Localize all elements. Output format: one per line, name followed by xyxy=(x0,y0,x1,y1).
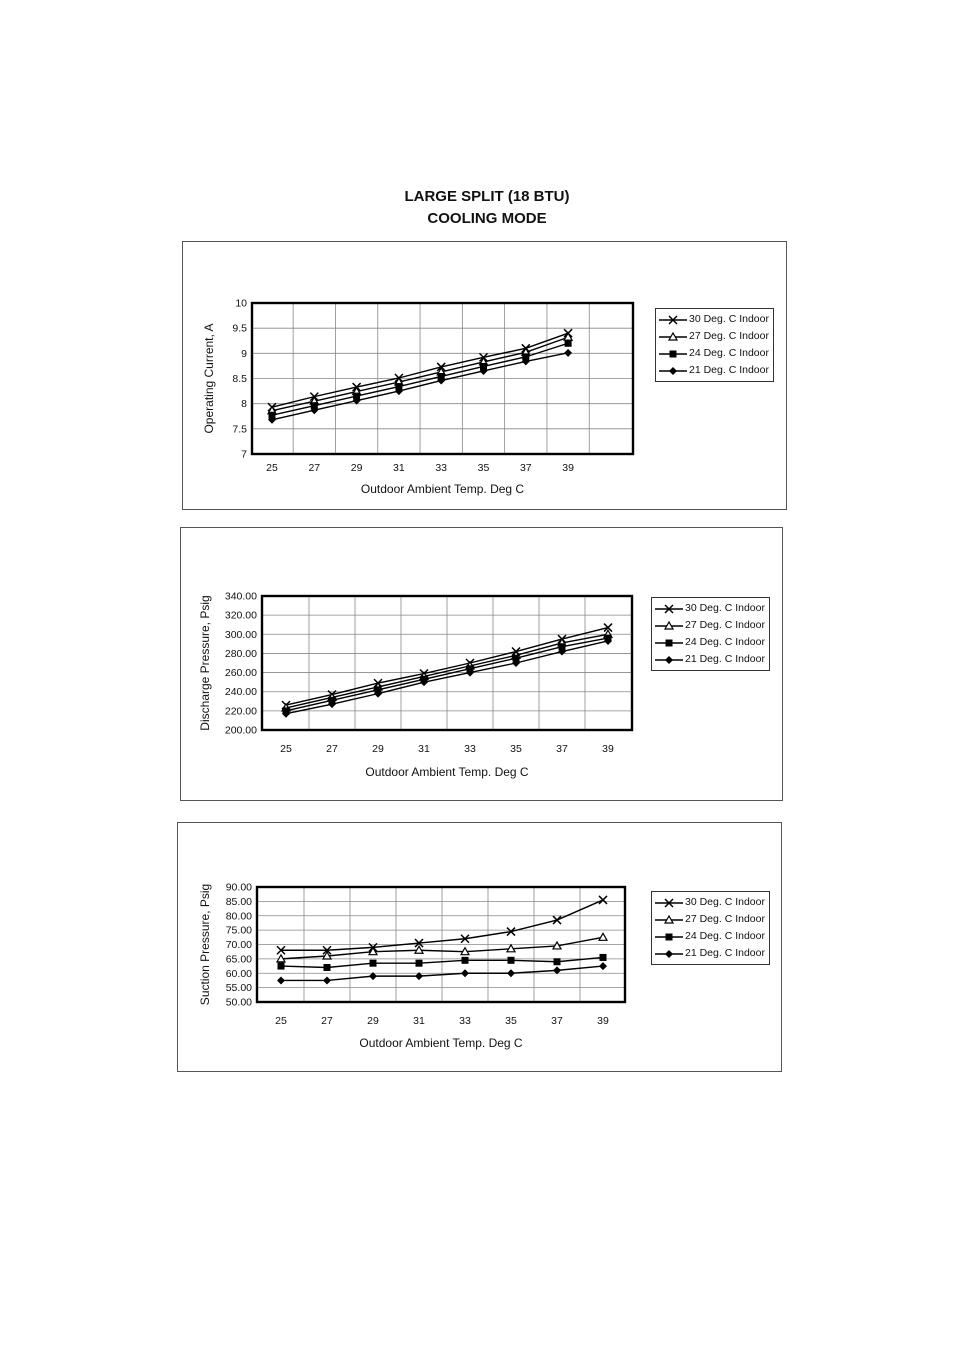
discharge-pressure-y-axis-title: Discharge Pressure, Psig xyxy=(198,595,212,731)
suction-pressure-x-axis-title: Outdoor Ambient Temp. Deg C xyxy=(359,1036,523,1050)
suction-pressure-data-point xyxy=(554,958,561,965)
operating-current-legend-item xyxy=(658,311,769,328)
suction-pressure-data-point xyxy=(370,960,377,967)
suction-pressure-x-tick-label: 33 xyxy=(459,1015,471,1027)
suction-pressure-x-tick-label: 25 xyxy=(275,1015,287,1027)
operating-current-data-point xyxy=(564,349,572,357)
operating-current-y-axis-title: Operating Current, A xyxy=(202,323,216,434)
suction-pressure-legend-swatch xyxy=(654,897,684,909)
suction-pressure-y-tick-label: 90.00 xyxy=(225,881,252,894)
suction-pressure-data-point xyxy=(324,964,331,971)
operating-current-legend xyxy=(655,308,774,382)
suction-pressure-y-tick-label: 50.00 xyxy=(225,996,252,1009)
suction-pressure-y-tick-label: 60.00 xyxy=(225,967,252,980)
suction-pressure-x-tick-label: 31 xyxy=(413,1015,425,1027)
suction-pressure-data-point xyxy=(508,957,515,964)
suction-pressure-x-tick-label: 29 xyxy=(367,1015,379,1027)
suction-pressure-x-tick-label: 37 xyxy=(551,1015,563,1027)
legend-marker-icon xyxy=(666,639,673,646)
discharge-pressure-y-tick-label: 240.00 xyxy=(224,686,257,699)
legend-marker-icon xyxy=(665,656,673,664)
suction-pressure-legend-item xyxy=(654,928,765,945)
page-title-line-1: LARGE SPLIT (18 BTU) xyxy=(404,188,570,205)
suction-pressure-x-tick-label: 27 xyxy=(321,1015,333,1027)
page-title-line-2: COOLING MODE xyxy=(427,210,547,227)
suction-pressure-chart-panel xyxy=(177,822,782,1072)
suction-pressure-data-point xyxy=(600,954,607,961)
suction-pressure-y-tick-label: 75.00 xyxy=(225,924,252,937)
discharge-pressure-x-tick-label: 33 xyxy=(464,743,476,755)
suction-pressure-data-point xyxy=(599,933,607,940)
suction-pressure-data-point xyxy=(323,976,331,984)
operating-current-x-tick-label: 35 xyxy=(477,462,490,474)
operating-current-legend-swatch xyxy=(658,365,688,377)
operating-current-legend-label: 30 Deg. C Indoor xyxy=(689,313,769,325)
discharge-pressure-legend-label: 30 Deg. C Indoor xyxy=(685,602,765,614)
discharge-pressure-legend-swatch xyxy=(654,654,684,666)
legend-marker-icon xyxy=(666,933,673,940)
operating-current-legend-swatch xyxy=(658,314,688,326)
operating-current-x-axis-title: Outdoor Ambient Temp. Deg C xyxy=(360,482,525,496)
legend-marker-icon xyxy=(665,950,673,958)
suction-pressure-legend-label: 27 Deg. C Indoor xyxy=(685,913,765,925)
operating-current-chart-panel xyxy=(182,241,787,510)
legend-marker-icon xyxy=(670,350,677,357)
discharge-pressure-legend xyxy=(651,597,770,671)
suction-pressure-data-point xyxy=(416,960,423,967)
operating-current-x-tick-label: 25 xyxy=(266,462,278,474)
operating-current-x-tick-label: 33 xyxy=(435,462,448,474)
discharge-pressure-y-tick-label: 340.00 xyxy=(224,590,257,603)
discharge-pressure-x-tick-label: 25 xyxy=(280,743,292,755)
discharge-pressure-y-tick-label: 220.00 xyxy=(224,705,257,718)
suction-pressure-x-tick-label: 39 xyxy=(597,1015,609,1027)
operating-current-y-tick-label: 9.5 xyxy=(232,322,247,335)
discharge-pressure-x-tick-label: 35 xyxy=(510,743,522,755)
operating-current-y-tick-label: 7 xyxy=(241,448,247,461)
suction-pressure-y-tick-label: 65.00 xyxy=(225,953,252,966)
operating-current-legend-label: 27 Deg. C Indoor xyxy=(689,330,769,342)
suction-pressure-y-tick-label: 70.00 xyxy=(225,939,252,951)
operating-current-y-tick-label: 7.5 xyxy=(232,423,247,436)
suction-pressure-legend-swatch xyxy=(654,931,684,943)
suction-pressure-legend xyxy=(651,891,770,965)
discharge-pressure-y-tick-label: 200.00 xyxy=(224,724,257,737)
suction-pressure-data-point xyxy=(462,957,469,964)
suction-pressure-legend-swatch xyxy=(654,948,684,960)
operating-current-y-tick-label: 10 xyxy=(235,297,247,310)
discharge-pressure-x-tick-label: 31 xyxy=(418,743,430,755)
discharge-pressure-legend-item xyxy=(654,617,765,634)
suction-pressure-data-point xyxy=(507,969,515,977)
operating-current-legend-swatch xyxy=(658,348,688,360)
suction-pressure-legend-item xyxy=(654,894,765,911)
discharge-pressure-legend-item xyxy=(654,600,765,617)
operating-current-legend-label: 21 Deg. C Indoor xyxy=(689,364,769,376)
discharge-pressure-legend-swatch xyxy=(654,637,684,649)
discharge-pressure-x-axis-title: Outdoor Ambient Temp. Deg C xyxy=(365,765,529,779)
suction-pressure-legend-label: 24 Deg. C Indoor xyxy=(685,930,765,942)
suction-pressure-data-point xyxy=(599,896,607,904)
suction-pressure-y-tick-label: 85.00 xyxy=(225,895,252,908)
discharge-pressure-y-tick-label: 320.00 xyxy=(224,609,257,622)
page-title xyxy=(0,186,954,230)
discharge-pressure-legend-swatch xyxy=(654,620,684,632)
discharge-pressure-legend-label: 27 Deg. C Indoor xyxy=(685,619,765,631)
discharge-pressure-x-tick-label: 39 xyxy=(602,743,614,755)
suction-pressure-data-point xyxy=(278,963,285,970)
operating-current-legend-item xyxy=(658,328,769,345)
discharge-pressure-chart-panel xyxy=(180,527,783,801)
discharge-pressure-legend-label: 24 Deg. C Indoor xyxy=(685,636,765,648)
operating-current-x-tick-label: 29 xyxy=(350,462,363,474)
operating-current-data-point xyxy=(565,340,572,347)
discharge-pressure-legend-item xyxy=(654,634,765,651)
suction-pressure-legend-swatch xyxy=(654,914,684,926)
legend-marker-icon xyxy=(669,367,677,375)
discharge-pressure-legend-item xyxy=(654,651,765,668)
operating-current-y-tick-label: 9 xyxy=(241,347,247,360)
operating-current-legend-item xyxy=(658,362,769,379)
suction-pressure-x-tick-label: 35 xyxy=(505,1015,517,1027)
operating-current-legend-label: 24 Deg. C Indoor xyxy=(689,347,769,359)
discharge-pressure-y-tick-label: 260.00 xyxy=(224,667,257,680)
suction-pressure-data-point xyxy=(461,969,469,977)
suction-pressure-legend-item xyxy=(654,911,765,928)
suction-pressure-y-tick-label: 80.00 xyxy=(225,910,252,923)
operating-current-x-tick-label: 37 xyxy=(519,462,532,474)
discharge-pressure-x-tick-label: 37 xyxy=(556,743,568,755)
discharge-pressure-x-tick-label: 27 xyxy=(326,743,338,755)
suction-pressure-legend-label: 30 Deg. C Indoor xyxy=(685,896,765,908)
suction-pressure-y-tick-label: 55.00 xyxy=(225,982,252,995)
discharge-pressure-legend-label: 21 Deg. C Indoor xyxy=(685,653,765,665)
suction-pressure-legend-label: 21 Deg. C Indoor xyxy=(685,947,765,959)
suction-pressure-legend-item xyxy=(654,945,765,962)
discharge-pressure-legend-swatch xyxy=(654,603,684,615)
operating-current-y-tick-label: 8.5 xyxy=(232,373,247,385)
discharge-pressure-y-tick-label: 280.00 xyxy=(224,647,257,660)
operating-current-x-tick-label: 27 xyxy=(308,462,321,474)
suction-pressure-data-point xyxy=(277,976,285,984)
suction-pressure-y-axis-title: Suction Pressure, Psig xyxy=(198,883,212,1006)
operating-current-legend-item xyxy=(658,345,769,362)
operating-current-y-tick-label: 8 xyxy=(241,398,247,411)
suction-pressure-data-point xyxy=(599,962,607,970)
discharge-pressure-y-tick-label: 300.00 xyxy=(224,628,257,641)
operating-current-legend-swatch xyxy=(658,331,688,343)
discharge-pressure-x-tick-label: 29 xyxy=(372,743,384,755)
operating-current-x-tick-label: 31 xyxy=(393,462,405,474)
operating-current-x-tick-label: 39 xyxy=(562,462,574,474)
